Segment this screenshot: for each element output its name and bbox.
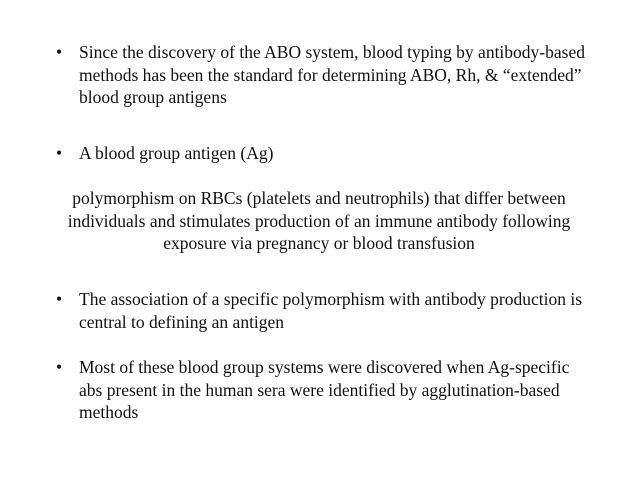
bullet-dot: • [56,42,63,62]
bullet-dot: • [56,143,63,163]
bullet-item-antigen-definition [56,142,586,165]
bullet-text: A blood group antigen (Ag) [79,143,274,163]
bullet-text: Since the discovery of the ABO system, blood typing by antibody-based methods has been the standard for determining ABO, Rh, & “extended” blood group antigens [79,42,585,107]
bullet-dot: • [56,357,63,377]
definition-line: polymorphism on RBCs (platelets and neutrophils) that differ between [72,188,566,208]
definition-line: exposure via pregnancy or blood transfusion [163,233,475,253]
bullet-item-abo-discovery [56,41,586,109]
bullet-item-polymorphism-association [56,288,586,333]
bullet-text: The association of a specific polymorphism with antibody production is central to defining an antigen [79,289,583,332]
bullet-text: Most of these blood group systems were discovered when Ag-specific abs present in the human sera were identified by agglutination-based methods [79,357,570,422]
antigen-definition-text [40,187,598,255]
bullet-item-discovery-method [56,356,586,424]
definition-line: individuals and stimulates production of an immune antibody following [67,210,571,231]
bullet-dot: • [56,289,63,309]
